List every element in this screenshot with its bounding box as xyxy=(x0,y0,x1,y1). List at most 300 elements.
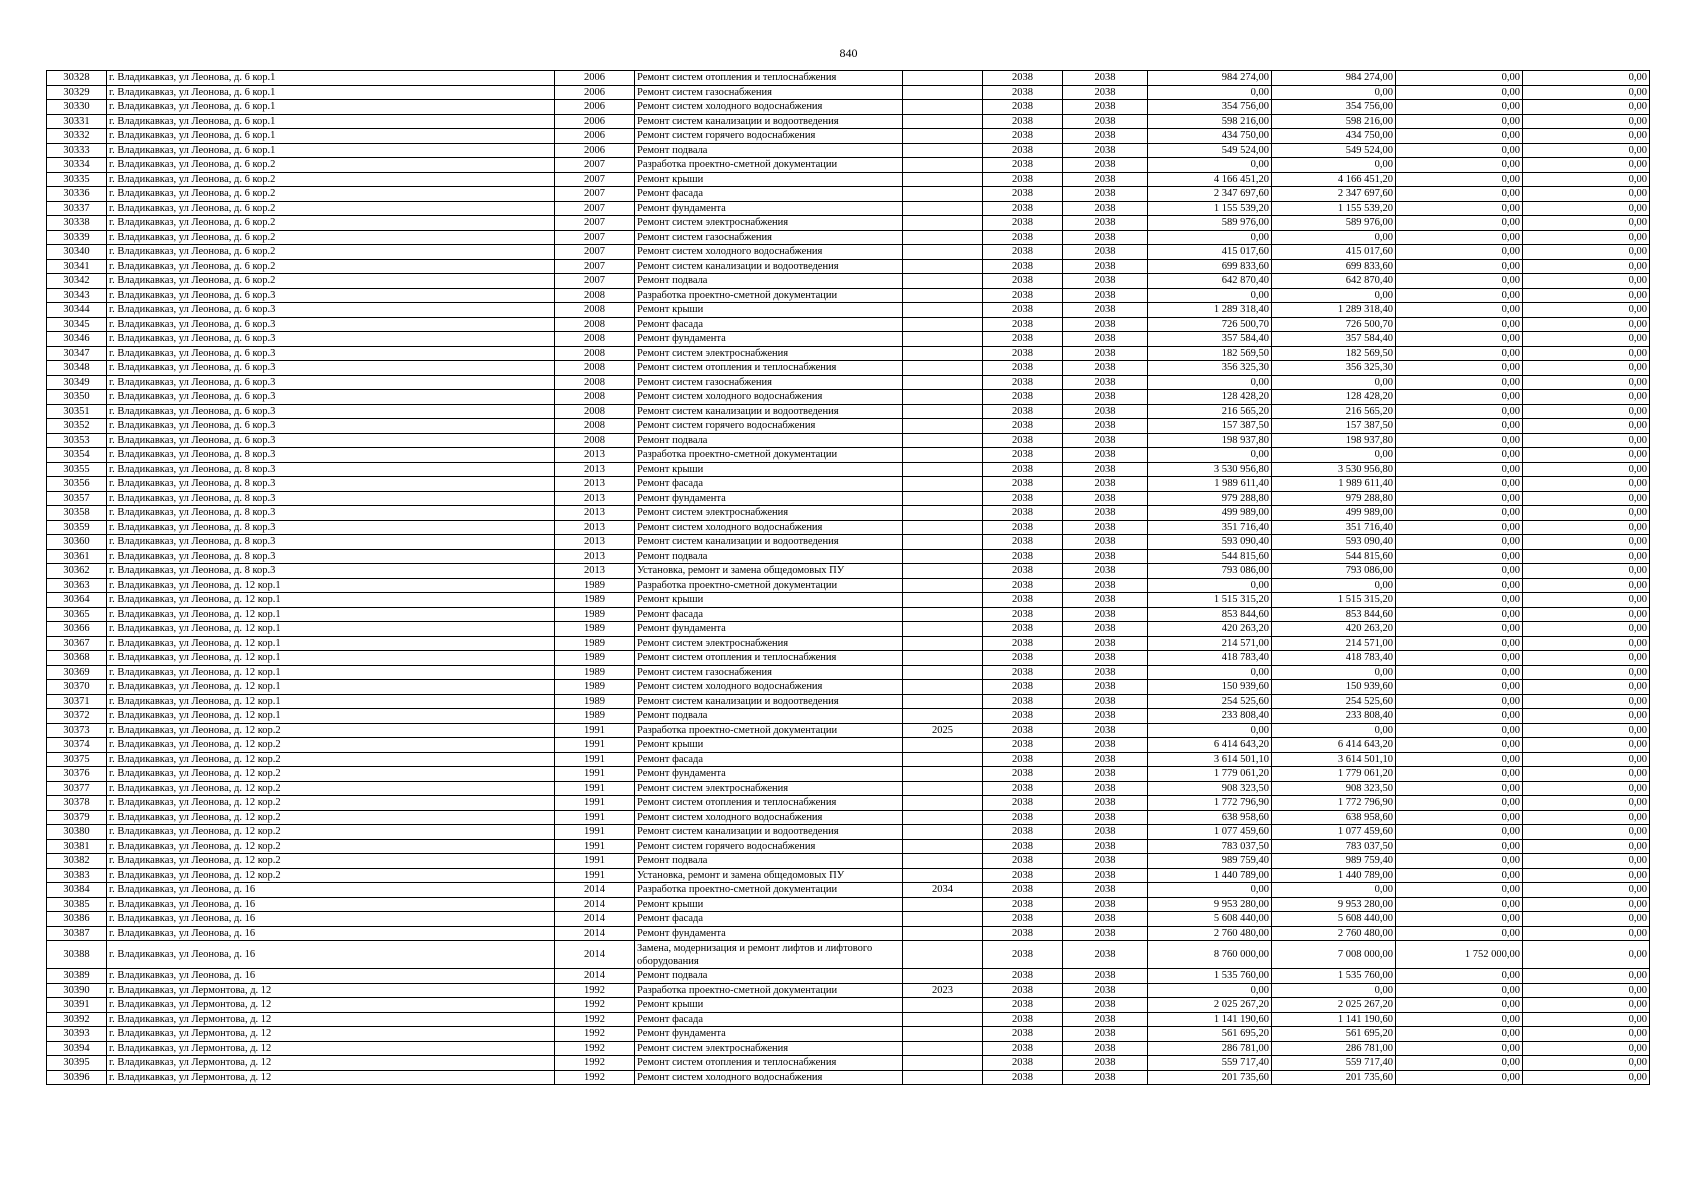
cell-plan-year xyxy=(903,839,983,854)
cell-fund-cost: 793 086,00 xyxy=(1272,564,1396,579)
cell-row-number: 30395 xyxy=(47,1056,107,1071)
cell-owner-cost: 0,00 xyxy=(1396,781,1523,796)
cell-fund-cost: 1 289 318,40 xyxy=(1272,303,1396,318)
cell-end-year: 2038 xyxy=(1063,564,1148,579)
cell-fund-cost: 2 347 697,60 xyxy=(1272,187,1396,202)
cell-start-year: 2038 xyxy=(983,535,1063,550)
cell-work-type: Ремонт подвала xyxy=(635,274,903,289)
table-row xyxy=(47,839,1650,854)
cell-other-cost: 0,00 xyxy=(1523,651,1650,666)
cell-fund-cost: 286 781,00 xyxy=(1272,1041,1396,1056)
cell-total-cost: 1 077 459,60 xyxy=(1148,825,1272,840)
cell-other-cost: 0,00 xyxy=(1523,404,1650,419)
cell-end-year: 2038 xyxy=(1063,578,1148,593)
cell-owner-cost: 0,00 xyxy=(1396,825,1523,840)
cell-plan-year xyxy=(903,259,983,274)
cell-other-cost: 0,00 xyxy=(1523,230,1650,245)
cell-end-year: 2038 xyxy=(1063,607,1148,622)
cell-year-built: 2008 xyxy=(555,332,635,347)
cell-address: г. Владикавказ, ул Леонова, д. 12 кор.1 xyxy=(107,636,555,651)
cell-year-built: 2007 xyxy=(555,201,635,216)
cell-total-cost: 549 524,00 xyxy=(1148,143,1272,158)
cell-total-cost: 2 347 697,60 xyxy=(1148,187,1272,202)
cell-start-year: 2038 xyxy=(983,317,1063,332)
cell-row-number: 30338 xyxy=(47,216,107,231)
cell-year-built: 2013 xyxy=(555,564,635,579)
cell-year-built: 2006 xyxy=(555,100,635,115)
cell-year-built: 2006 xyxy=(555,143,635,158)
cell-row-number: 30367 xyxy=(47,636,107,651)
cell-other-cost: 0,00 xyxy=(1523,172,1650,187)
cell-start-year: 2038 xyxy=(983,781,1063,796)
cell-address: г. Владикавказ, ул Леонова, д. 6 кор.3 xyxy=(107,433,555,448)
table-row xyxy=(47,665,1650,680)
table-row xyxy=(47,506,1650,521)
table-row xyxy=(47,477,1650,492)
cell-year-built: 2008 xyxy=(555,390,635,405)
cell-plan-year xyxy=(903,303,983,318)
cell-year-built: 2008 xyxy=(555,303,635,318)
cell-owner-cost: 0,00 xyxy=(1396,506,1523,521)
cell-row-number: 30348 xyxy=(47,361,107,376)
cell-owner-cost: 0,00 xyxy=(1396,983,1523,998)
cell-row-number: 30363 xyxy=(47,578,107,593)
table-body xyxy=(47,71,1650,1085)
cell-end-year: 2038 xyxy=(1063,680,1148,695)
cell-year-built: 2008 xyxy=(555,361,635,376)
cell-address: г. Владикавказ, ул Леонова, д. 8 кор.3 xyxy=(107,477,555,492)
cell-owner-cost: 0,00 xyxy=(1396,897,1523,912)
cell-total-cost: 420 263,20 xyxy=(1148,622,1272,637)
cell-start-year: 2038 xyxy=(983,259,1063,274)
table-row xyxy=(47,1027,1650,1042)
cell-other-cost: 0,00 xyxy=(1523,187,1650,202)
cell-total-cost: 8 760 000,00 xyxy=(1148,941,1272,969)
cell-work-type: Ремонт систем газоснабжения xyxy=(635,375,903,390)
cell-work-type: Ремонт подвала xyxy=(635,143,903,158)
cell-row-number: 30340 xyxy=(47,245,107,260)
cell-fund-cost: 0,00 xyxy=(1272,448,1396,463)
cell-plan-year: 2025 xyxy=(903,723,983,738)
cell-total-cost: 1 440 789,00 xyxy=(1148,868,1272,883)
cell-address: г. Владикавказ, ул Леонова, д. 12 кор.2 xyxy=(107,825,555,840)
cell-total-cost: 4 166 451,20 xyxy=(1148,172,1272,187)
cell-plan-year xyxy=(903,897,983,912)
cell-owner-cost: 0,00 xyxy=(1396,1012,1523,1027)
cell-total-cost: 415 017,60 xyxy=(1148,245,1272,260)
cell-row-number: 30345 xyxy=(47,317,107,332)
cell-work-type: Ремонт систем горячего водоснабжения xyxy=(635,129,903,144)
cell-total-cost: 6 414 643,20 xyxy=(1148,738,1272,753)
cell-total-cost: 0,00 xyxy=(1148,448,1272,463)
table-row xyxy=(47,578,1650,593)
table-row xyxy=(47,448,1650,463)
cell-address: г. Владикавказ, ул Леонова, д. 12 кор.1 xyxy=(107,680,555,695)
cell-fund-cost: 3 530 956,80 xyxy=(1272,462,1396,477)
cell-fund-cost: 9 953 280,00 xyxy=(1272,897,1396,912)
cell-plan-year xyxy=(903,564,983,579)
cell-plan-year xyxy=(903,593,983,608)
cell-address: г. Владикавказ, ул Леонова, д. 12 кор.1 xyxy=(107,593,555,608)
cell-end-year: 2038 xyxy=(1063,622,1148,637)
cell-plan-year xyxy=(903,506,983,521)
cell-address: г. Владикавказ, ул Леонова, д. 8 кор.3 xyxy=(107,462,555,477)
cell-total-cost: 357 584,40 xyxy=(1148,332,1272,347)
cell-owner-cost: 0,00 xyxy=(1396,868,1523,883)
cell-total-cost: 2 760 480,00 xyxy=(1148,926,1272,941)
cell-owner-cost: 0,00 xyxy=(1396,622,1523,637)
cell-other-cost: 0,00 xyxy=(1523,781,1650,796)
cell-plan-year xyxy=(903,317,983,332)
cell-work-type: Ремонт фасада xyxy=(635,752,903,767)
cell-start-year: 2038 xyxy=(983,1056,1063,1071)
cell-fund-cost: 128 428,20 xyxy=(1272,390,1396,405)
cell-end-year: 2038 xyxy=(1063,883,1148,898)
cell-plan-year xyxy=(903,404,983,419)
cell-end-year: 2038 xyxy=(1063,796,1148,811)
cell-row-number: 30334 xyxy=(47,158,107,173)
cell-plan-year xyxy=(903,477,983,492)
cell-work-type: Ремонт подвала xyxy=(635,549,903,564)
cell-other-cost: 0,00 xyxy=(1523,593,1650,608)
cell-year-built: 1989 xyxy=(555,636,635,651)
cell-total-cost: 979 288,80 xyxy=(1148,491,1272,506)
cell-work-type: Ремонт систем электроснабжения xyxy=(635,636,903,651)
cell-total-cost: 2 025 267,20 xyxy=(1148,998,1272,1013)
cell-end-year: 2038 xyxy=(1063,969,1148,984)
cell-end-year: 2038 xyxy=(1063,259,1148,274)
cell-start-year: 2038 xyxy=(983,897,1063,912)
cell-address: г. Владикавказ, ул Лермонтова, д. 12 xyxy=(107,1041,555,1056)
table-row xyxy=(47,752,1650,767)
table-row xyxy=(47,738,1650,753)
cell-total-cost: 150 939,60 xyxy=(1148,680,1272,695)
cell-year-built: 2013 xyxy=(555,462,635,477)
cell-end-year: 2038 xyxy=(1063,158,1148,173)
cell-row-number: 30358 xyxy=(47,506,107,521)
cell-plan-year xyxy=(903,868,983,883)
cell-start-year: 2038 xyxy=(983,694,1063,709)
cell-owner-cost: 0,00 xyxy=(1396,680,1523,695)
cell-work-type: Ремонт фасада xyxy=(635,912,903,927)
cell-fund-cost: 989 759,40 xyxy=(1272,854,1396,869)
cell-year-built: 1992 xyxy=(555,998,635,1013)
cell-other-cost: 0,00 xyxy=(1523,941,1650,969)
cell-year-built: 2013 xyxy=(555,520,635,535)
cell-fund-cost: 0,00 xyxy=(1272,230,1396,245)
cell-plan-year xyxy=(903,491,983,506)
cell-fund-cost: 0,00 xyxy=(1272,723,1396,738)
table-row xyxy=(47,767,1650,782)
cell-other-cost: 0,00 xyxy=(1523,738,1650,753)
cell-address: г. Владикавказ, ул Леонова, д. 12 кор.2 xyxy=(107,723,555,738)
cell-address: г. Владикавказ, ул Лермонтова, д. 12 xyxy=(107,1056,555,1071)
cell-owner-cost: 0,00 xyxy=(1396,317,1523,332)
cell-other-cost: 0,00 xyxy=(1523,114,1650,129)
cell-fund-cost: 1 440 789,00 xyxy=(1272,868,1396,883)
cell-owner-cost: 0,00 xyxy=(1396,535,1523,550)
cell-end-year: 2038 xyxy=(1063,535,1148,550)
cell-row-number: 30341 xyxy=(47,259,107,274)
cell-year-built: 1991 xyxy=(555,767,635,782)
table-row xyxy=(47,868,1650,883)
table-row xyxy=(47,636,1650,651)
cell-address: г. Владикавказ, ул Леонова, д. 16 xyxy=(107,897,555,912)
cell-work-type: Ремонт систем холодного водоснабжения xyxy=(635,810,903,825)
cell-other-cost: 0,00 xyxy=(1523,694,1650,709)
cell-other-cost: 0,00 xyxy=(1523,1056,1650,1071)
cell-start-year: 2038 xyxy=(983,361,1063,376)
cell-address: г. Владикавказ, ул Лермонтова, д. 12 xyxy=(107,1012,555,1027)
cell-work-type: Установка, ремонт и замена общедомовых ПУ xyxy=(635,564,903,579)
cell-address: г. Владикавказ, ул Леонова, д. 8 кор.3 xyxy=(107,491,555,506)
cell-end-year: 2038 xyxy=(1063,114,1148,129)
cell-address: г. Владикавказ, ул Леонова, д. 12 кор.2 xyxy=(107,738,555,753)
cell-plan-year xyxy=(903,448,983,463)
cell-year-built: 1989 xyxy=(555,622,635,637)
cell-plan-year xyxy=(903,767,983,782)
cell-other-cost: 0,00 xyxy=(1523,491,1650,506)
cell-row-number: 30374 xyxy=(47,738,107,753)
cell-start-year: 2038 xyxy=(983,810,1063,825)
cell-end-year: 2038 xyxy=(1063,491,1148,506)
cell-other-cost: 0,00 xyxy=(1523,926,1650,941)
cell-address: г. Владикавказ, ул Леонова, д. 8 кор.3 xyxy=(107,549,555,564)
cell-owner-cost: 0,00 xyxy=(1396,651,1523,666)
cell-row-number: 30343 xyxy=(47,288,107,303)
cell-total-cost: 233 808,40 xyxy=(1148,709,1272,724)
cell-total-cost: 699 833,60 xyxy=(1148,259,1272,274)
cell-row-number: 30396 xyxy=(47,1070,107,1085)
cell-row-number: 30378 xyxy=(47,796,107,811)
cell-total-cost: 214 571,00 xyxy=(1148,636,1272,651)
cell-year-built: 2014 xyxy=(555,883,635,898)
table-row xyxy=(47,825,1650,840)
cell-end-year: 2038 xyxy=(1063,448,1148,463)
cell-work-type: Установка, ремонт и замена общедомовых ПУ xyxy=(635,868,903,883)
cell-total-cost: 0,00 xyxy=(1148,578,1272,593)
cell-other-cost: 0,00 xyxy=(1523,810,1650,825)
cell-year-built: 2007 xyxy=(555,245,635,260)
cell-year-built: 2008 xyxy=(555,288,635,303)
cell-work-type: Ремонт фундамента xyxy=(635,1027,903,1042)
cell-end-year: 2038 xyxy=(1063,651,1148,666)
cell-work-type: Разработка проектно-сметной документации xyxy=(635,883,903,898)
cell-plan-year xyxy=(903,245,983,260)
cell-total-cost: 356 325,30 xyxy=(1148,361,1272,376)
cell-total-cost: 157 387,50 xyxy=(1148,419,1272,434)
cell-plan-year xyxy=(903,201,983,216)
cell-other-cost: 0,00 xyxy=(1523,796,1650,811)
cell-owner-cost: 0,00 xyxy=(1396,462,1523,477)
cell-fund-cost: 0,00 xyxy=(1272,883,1396,898)
cell-plan-year xyxy=(903,636,983,651)
cell-owner-cost: 0,00 xyxy=(1396,998,1523,1013)
cell-work-type: Ремонт крыши xyxy=(635,303,903,318)
cell-plan-year xyxy=(903,941,983,969)
cell-owner-cost: 0,00 xyxy=(1396,419,1523,434)
cell-other-cost: 0,00 xyxy=(1523,433,1650,448)
cell-total-cost: 559 717,40 xyxy=(1148,1056,1272,1071)
cell-other-cost: 0,00 xyxy=(1523,1070,1650,1085)
cell-address: г. Владикавказ, ул Леонова, д. 6 кор.2 xyxy=(107,187,555,202)
table-row xyxy=(47,694,1650,709)
cell-address: г. Владикавказ, ул Лермонтова, д. 12 xyxy=(107,1027,555,1042)
cell-start-year: 2038 xyxy=(983,230,1063,245)
cell-year-built: 2013 xyxy=(555,491,635,506)
cell-address: г. Владикавказ, ул Леонова, д. 12 кор.2 xyxy=(107,810,555,825)
cell-total-cost: 793 086,00 xyxy=(1148,564,1272,579)
cell-other-cost: 0,00 xyxy=(1523,100,1650,115)
cell-address: г. Владикавказ, ул Леонова, д. 6 кор.3 xyxy=(107,404,555,419)
table-row xyxy=(47,158,1650,173)
cell-owner-cost: 0,00 xyxy=(1396,216,1523,231)
cell-plan-year xyxy=(903,694,983,709)
cell-year-built: 1992 xyxy=(555,1012,635,1027)
cell-row-number: 30329 xyxy=(47,85,107,100)
cell-work-type: Ремонт систем электроснабжения xyxy=(635,781,903,796)
table-row xyxy=(47,361,1650,376)
cell-fund-cost: 150 939,60 xyxy=(1272,680,1396,695)
cell-year-built: 2013 xyxy=(555,477,635,492)
cell-year-built: 2014 xyxy=(555,897,635,912)
cell-plan-year xyxy=(903,1056,983,1071)
cell-address: г. Владикавказ, ул Леонова, д. 6 кор.2 xyxy=(107,158,555,173)
cell-start-year: 2038 xyxy=(983,433,1063,448)
cell-start-year: 2038 xyxy=(983,1070,1063,1085)
cell-end-year: 2038 xyxy=(1063,172,1148,187)
cell-owner-cost: 0,00 xyxy=(1396,593,1523,608)
cell-work-type: Ремонт крыши xyxy=(635,998,903,1013)
cell-fund-cost: 434 750,00 xyxy=(1272,129,1396,144)
cell-work-type: Разработка проектно-сметной документации xyxy=(635,723,903,738)
cell-address: г. Владикавказ, ул Леонова, д. 16 xyxy=(107,926,555,941)
cell-total-cost: 9 953 280,00 xyxy=(1148,897,1272,912)
table-row xyxy=(47,288,1650,303)
cell-row-number: 30393 xyxy=(47,1027,107,1042)
cell-address: г. Владикавказ, ул Леонова, д. 12 кор.2 xyxy=(107,854,555,869)
cell-end-year: 2038 xyxy=(1063,941,1148,969)
cell-total-cost: 0,00 xyxy=(1148,288,1272,303)
table-row xyxy=(47,680,1650,695)
cell-end-year: 2038 xyxy=(1063,332,1148,347)
table-row xyxy=(47,535,1650,550)
cell-plan-year xyxy=(903,680,983,695)
cell-plan-year xyxy=(903,1027,983,1042)
cell-owner-cost: 0,00 xyxy=(1396,578,1523,593)
cell-other-cost: 0,00 xyxy=(1523,158,1650,173)
cell-fund-cost: 415 017,60 xyxy=(1272,245,1396,260)
cell-work-type: Ремонт систем горячего водоснабжения xyxy=(635,839,903,854)
cell-other-cost: 0,00 xyxy=(1523,317,1650,332)
cell-other-cost: 0,00 xyxy=(1523,201,1650,216)
cell-end-year: 2038 xyxy=(1063,100,1148,115)
cell-total-cost: 3 614 501,10 xyxy=(1148,752,1272,767)
cell-start-year: 2038 xyxy=(983,346,1063,361)
cell-plan-year xyxy=(903,825,983,840)
cell-plan-year xyxy=(903,854,983,869)
cell-total-cost: 0,00 xyxy=(1148,665,1272,680)
cell-plan-year xyxy=(903,651,983,666)
cell-year-built: 2007 xyxy=(555,259,635,274)
cell-work-type: Ремонт фасада xyxy=(635,477,903,492)
cell-total-cost: 1 772 796,90 xyxy=(1148,796,1272,811)
cell-start-year: 2038 xyxy=(983,709,1063,724)
cell-owner-cost: 0,00 xyxy=(1396,854,1523,869)
cell-address: г. Владикавказ, ул Леонова, д. 12 кор.2 xyxy=(107,767,555,782)
cell-work-type: Ремонт систем холодного водоснабжения xyxy=(635,100,903,115)
cell-plan-year xyxy=(903,1012,983,1027)
cell-address: г. Владикавказ, ул Леонова, д. 6 кор.2 xyxy=(107,274,555,289)
cell-row-number: 30346 xyxy=(47,332,107,347)
cell-row-number: 30368 xyxy=(47,651,107,666)
cell-year-built: 2014 xyxy=(555,912,635,927)
cell-work-type: Ремонт фундамента xyxy=(635,491,903,506)
cell-plan-year xyxy=(903,665,983,680)
table-row xyxy=(47,129,1650,144)
cell-year-built: 2007 xyxy=(555,158,635,173)
cell-fund-cost: 984 274,00 xyxy=(1272,71,1396,86)
cell-owner-cost: 0,00 xyxy=(1396,564,1523,579)
cell-address: г. Владикавказ, ул Лермонтова, д. 12 xyxy=(107,1070,555,1085)
cell-work-type: Ремонт крыши xyxy=(635,738,903,753)
cell-fund-cost: 726 500,70 xyxy=(1272,317,1396,332)
cell-owner-cost: 0,00 xyxy=(1396,1041,1523,1056)
cell-plan-year xyxy=(903,375,983,390)
cell-work-type: Ремонт систем газоснабжения xyxy=(635,665,903,680)
cell-fund-cost: 182 569,50 xyxy=(1272,346,1396,361)
table-row xyxy=(47,796,1650,811)
cell-start-year: 2038 xyxy=(983,71,1063,86)
cell-total-cost: 589 976,00 xyxy=(1148,216,1272,231)
cell-address: г. Владикавказ, ул Леонова, д. 12 кор.1 xyxy=(107,578,555,593)
cell-fund-cost: 1 989 611,40 xyxy=(1272,477,1396,492)
table-row xyxy=(47,926,1650,941)
cell-fund-cost: 5 608 440,00 xyxy=(1272,912,1396,927)
cell-address: г. Владикавказ, ул Леонова, д. 6 кор.2 xyxy=(107,172,555,187)
cell-row-number: 30353 xyxy=(47,433,107,448)
cell-work-type: Ремонт систем канализации и водоотведения xyxy=(635,694,903,709)
cell-fund-cost: 6 414 643,20 xyxy=(1272,738,1396,753)
cell-row-number: 30356 xyxy=(47,477,107,492)
cell-fund-cost: 0,00 xyxy=(1272,158,1396,173)
cell-fund-cost: 979 288,80 xyxy=(1272,491,1396,506)
cell-other-cost: 0,00 xyxy=(1523,535,1650,550)
table-row xyxy=(47,854,1650,869)
cell-owner-cost: 0,00 xyxy=(1396,390,1523,405)
cell-fund-cost: 0,00 xyxy=(1272,665,1396,680)
cell-start-year: 2038 xyxy=(983,332,1063,347)
table-row xyxy=(47,201,1650,216)
cell-work-type: Разработка проектно-сметной документации xyxy=(635,578,903,593)
cell-other-cost: 0,00 xyxy=(1523,71,1650,86)
cell-work-type: Ремонт систем холодного водоснабжения xyxy=(635,520,903,535)
cell-year-built: 1991 xyxy=(555,810,635,825)
cell-start-year: 2038 xyxy=(983,854,1063,869)
cell-start-year: 2038 xyxy=(983,622,1063,637)
cell-end-year: 2038 xyxy=(1063,404,1148,419)
cell-year-built: 2014 xyxy=(555,941,635,969)
cell-address: г. Владикавказ, ул Леонова, д. 12 кор.1 xyxy=(107,622,555,637)
cell-start-year: 2038 xyxy=(983,969,1063,984)
cell-address: г. Владикавказ, ул Леонова, д. 6 кор.3 xyxy=(107,288,555,303)
cell-work-type: Ремонт систем отопления и теплоснабжения xyxy=(635,1056,903,1071)
cell-start-year: 2038 xyxy=(983,883,1063,898)
cell-plan-year xyxy=(903,361,983,376)
cell-other-cost: 0,00 xyxy=(1523,969,1650,984)
cell-other-cost: 0,00 xyxy=(1523,245,1650,260)
cell-fund-cost: 2 025 267,20 xyxy=(1272,998,1396,1013)
